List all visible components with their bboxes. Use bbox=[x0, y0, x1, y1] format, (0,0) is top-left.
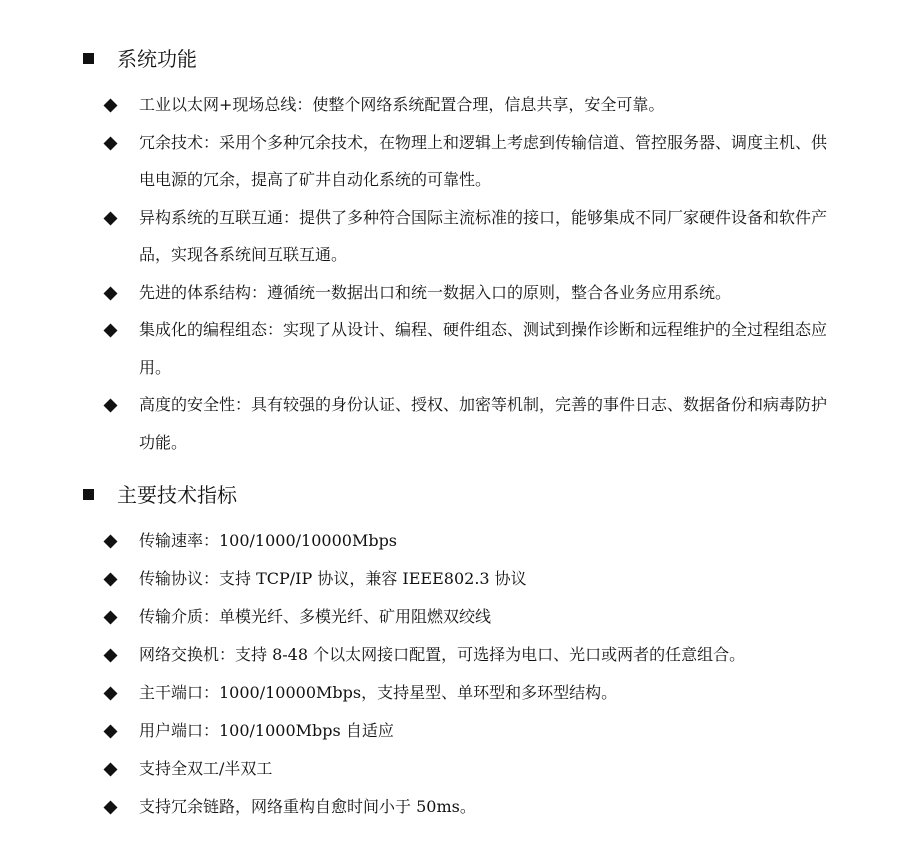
list-item bbox=[0, 598, 829, 636]
list-item-text: 异构系统的互联互通：提供了多种符合国际主流标准的接口，能够集成不同厂家硬件设备和软件产品，实现各系统间互联互通。 bbox=[139, 207, 828, 264]
diamond-bullet-icon bbox=[103, 323, 117, 337]
list-item-text: 工业以太网+现场总线：使整个网络系统配置合理，信息共享，安全可靠。 bbox=[139, 95, 665, 114]
diamond-bullet-icon bbox=[103, 610, 117, 624]
list-item-text: 传输协议：支持 TCP/IP 协议，兼容 IEEE802.3 协议 bbox=[139, 569, 527, 588]
section-system-functions bbox=[0, 42, 900, 461]
list-item-text: 集成化的编程组态：实现了从设计、编程、硬件组态、测试到操作诊断和远程维护的全过程组态应用。 bbox=[139, 320, 828, 377]
list-item bbox=[0, 712, 829, 750]
diamond-bullet-icon bbox=[103, 572, 117, 586]
list-item-text: 冗余技术：采用个多种冗余技术，在物理上和逻辑上考虑到传输信道、管控服务器、调度主机、供电电源的冗余，提高了矿井自动化系统的可靠性。 bbox=[139, 132, 828, 189]
spec-list bbox=[0, 522, 900, 826]
diamond-bullet-icon bbox=[103, 136, 117, 150]
diamond-bullet-icon bbox=[103, 286, 117, 300]
list-item-text: 先进的体系结构：遵循统一数据出口和统一数据入口的原则，整合各业务应用系统。 bbox=[139, 282, 732, 302]
list-item bbox=[0, 750, 829, 788]
section-technical-specs bbox=[0, 478, 900, 826]
section-heading bbox=[0, 42, 900, 76]
list-item bbox=[0, 674, 829, 712]
list-item bbox=[0, 199, 829, 274]
diamond-bullet-icon bbox=[103, 648, 117, 662]
diamond-bullet-icon bbox=[103, 686, 117, 700]
list-item-text: 主干端口：1000/10000Mbps，支持星型、单环型和多环型结构。 bbox=[139, 683, 618, 702]
section-title: 系统功能 bbox=[117, 47, 197, 71]
list-item bbox=[0, 636, 829, 674]
list-item bbox=[0, 274, 829, 312]
list-item bbox=[0, 522, 829, 560]
list-item bbox=[0, 311, 829, 386]
section-heading bbox=[0, 478, 900, 512]
diamond-bullet-icon bbox=[103, 762, 117, 776]
list-item bbox=[0, 124, 829, 199]
list-item bbox=[0, 560, 829, 598]
diamond-bullet-icon bbox=[103, 98, 117, 112]
square-bullet-icon bbox=[83, 53, 94, 64]
square-bullet-icon bbox=[83, 489, 94, 500]
list-item-text: 支持冗余链路，网络重构自愈时间小于 50ms。 bbox=[139, 797, 476, 816]
diamond-bullet-icon bbox=[103, 398, 117, 412]
diamond-bullet-icon bbox=[103, 724, 117, 738]
list-item-text: 高度的安全性：具有较强的身份认证、授权、加密等机制，完善的事件日志、数据备份和病毒防护功能。 bbox=[139, 395, 828, 452]
list-item-text: 传输速率：100/1000/10000Mbps bbox=[139, 531, 398, 550]
diamond-bullet-icon bbox=[103, 534, 117, 548]
function-list bbox=[0, 86, 900, 461]
list-item-text: 用户端口：100/1000Mbps 自适应 bbox=[139, 721, 394, 740]
list-item bbox=[0, 86, 829, 124]
list-item bbox=[0, 788, 829, 826]
list-item-text: 支持全双工/半双工 bbox=[139, 759, 273, 778]
list-item-text: 网络交换机：支持 8-48 个以太网接口配置，可选择为电口、光口或两者的任意组合。 bbox=[139, 645, 746, 664]
section-title: 主要技术指标 bbox=[117, 483, 237, 507]
list-item bbox=[0, 386, 829, 461]
diamond-bullet-icon bbox=[103, 211, 117, 225]
list-item-text: 传输介质：单模光纤、多模光纤、矿用阻燃双绞线 bbox=[139, 607, 492, 626]
diamond-bullet-icon bbox=[103, 800, 117, 814]
